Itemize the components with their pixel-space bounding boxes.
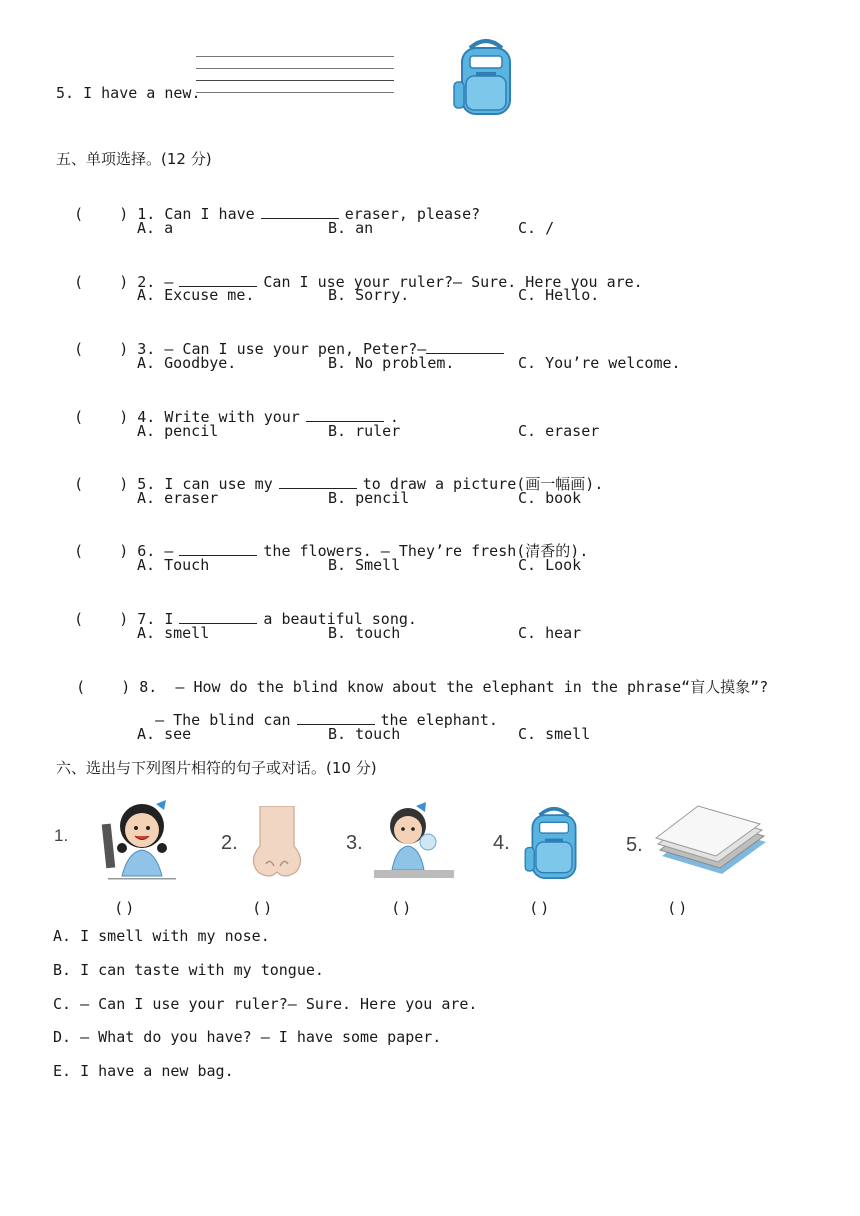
option-b[interactable]: B. touch bbox=[328, 725, 401, 743]
question-number: 3. bbox=[137, 340, 156, 358]
answer-blank[interactable] bbox=[179, 609, 257, 624]
question-text: — bbox=[164, 273, 174, 291]
q5-text: 5. I have a new. bbox=[56, 84, 201, 102]
question-row bbox=[56, 184, 480, 224]
option-b[interactable]: B. No problem. bbox=[328, 354, 455, 372]
question-number: 2. bbox=[137, 273, 156, 291]
option-c[interactable]: C. smell bbox=[518, 725, 591, 743]
picture-number: 3. bbox=[346, 832, 363, 854]
answer-paren[interactable]: ( ) bbox=[74, 340, 129, 358]
girl-eating-icon bbox=[372, 800, 456, 882]
option-c[interactable]: C. / bbox=[518, 219, 555, 237]
picture-number: 4. bbox=[493, 832, 510, 854]
question-text: . bbox=[389, 408, 399, 426]
option-a[interactable]: A. see bbox=[137, 725, 192, 743]
question-number: 4. bbox=[137, 408, 156, 426]
answer-blank[interactable] bbox=[279, 474, 357, 489]
writing-lines[interactable] bbox=[196, 52, 394, 96]
backpack-icon bbox=[446, 36, 526, 120]
girl-with-ruler-icon bbox=[98, 796, 184, 882]
question-number: 1. bbox=[137, 205, 156, 223]
section5-heading: 五、单项选择。(12 分) bbox=[56, 150, 212, 168]
question-text: eraser, please? bbox=[344, 205, 481, 223]
question-number: 5. bbox=[137, 475, 156, 493]
option-b[interactable]: B. Smell bbox=[328, 556, 401, 574]
picture-answer-paren[interactable]: ( ) bbox=[393, 899, 410, 917]
question-number: 8. bbox=[139, 678, 158, 696]
picture-number: 1. bbox=[54, 826, 69, 845]
answer-paren[interactable]: ( ) bbox=[74, 542, 129, 560]
picture-answer-paren[interactable]: ( ) bbox=[116, 899, 133, 917]
answer-paren[interactable]: ( ) bbox=[74, 610, 129, 628]
answer-paren[interactable]: ( ) bbox=[74, 475, 129, 493]
sentence-option: B. I can taste with my tongue. bbox=[53, 961, 324, 979]
option-b[interactable]: B. pencil bbox=[328, 489, 410, 507]
option-c[interactable]: C. eraser bbox=[518, 422, 600, 440]
question-text: the flowers. — They’re fresh(清香的). bbox=[263, 542, 589, 560]
section6-heading: 六、选出与下列图片相符的句子或对话。(10 分) bbox=[56, 759, 377, 777]
answer-paren[interactable]: ( ) bbox=[76, 678, 131, 696]
question-text: the elephant. bbox=[380, 711, 498, 729]
option-a[interactable]: A. smell bbox=[137, 624, 210, 642]
answer-paren[interactable]: ( ) bbox=[74, 408, 129, 426]
option-b[interactable]: B. touch bbox=[328, 624, 401, 642]
question-text: to draw a picture(画一幅画). bbox=[362, 475, 604, 493]
option-b[interactable]: B. an bbox=[328, 219, 374, 237]
answer-paren[interactable]: ( ) bbox=[74, 273, 129, 291]
picture-number: 2. bbox=[221, 832, 238, 854]
question-text: a beautiful song. bbox=[263, 610, 417, 628]
backpack-icon bbox=[518, 800, 590, 886]
picture-number: 5. bbox=[626, 834, 643, 856]
question-text: I can use my bbox=[164, 475, 273, 493]
question-text: — The blind can bbox=[155, 711, 291, 729]
option-a[interactable]: A. a bbox=[137, 219, 174, 237]
answer-paren[interactable]: ( ) bbox=[74, 205, 129, 223]
question-text: — How do the blind know about the elephant in the phrase“盲人摸象”? bbox=[175, 678, 769, 696]
picture-answer-paren[interactable]: ( ) bbox=[254, 899, 271, 917]
paper-stack-icon bbox=[652, 800, 772, 880]
question-number: 6. bbox=[137, 542, 156, 560]
question-number: 7. bbox=[137, 610, 156, 628]
option-a[interactable]: A. eraser bbox=[137, 489, 219, 507]
question-text: Write with your bbox=[164, 408, 300, 426]
question-text: Can I have bbox=[164, 205, 255, 223]
nose-icon bbox=[240, 806, 314, 882]
answer-blank[interactable] bbox=[426, 339, 504, 354]
question-text: — Can I use your pen, Peter?— bbox=[164, 340, 427, 358]
option-c[interactable]: C. You’re welcome. bbox=[518, 354, 681, 372]
sentence-option: C. — Can I use your ruler?— Sure. Here you are. bbox=[53, 995, 478, 1013]
option-a[interactable]: A. Touch bbox=[137, 556, 210, 574]
question-text: Can I use your ruler?— Sure. Here you are. bbox=[263, 273, 643, 291]
option-b[interactable]: B. ruler bbox=[328, 422, 401, 440]
option-c[interactable]: C. book bbox=[518, 489, 582, 507]
answer-blank[interactable] bbox=[261, 204, 339, 219]
answer-blank[interactable] bbox=[306, 407, 384, 422]
option-c[interactable]: C. Look bbox=[518, 556, 582, 574]
question-row bbox=[56, 521, 588, 561]
sentence-option: D. — What do you have? — I have some paper. bbox=[53, 1028, 442, 1046]
option-a[interactable]: A. pencil bbox=[137, 422, 219, 440]
question-text: — bbox=[164, 542, 174, 560]
option-a[interactable]: A. Goodbye. bbox=[137, 354, 237, 372]
picture-answer-paren[interactable]: ( ) bbox=[669, 899, 686, 917]
picture-answer-paren[interactable]: ( ) bbox=[531, 899, 548, 917]
option-a[interactable]: A. Excuse me. bbox=[137, 286, 255, 304]
option-c[interactable]: C. Hello. bbox=[518, 286, 600, 304]
answer-blank[interactable] bbox=[179, 541, 257, 556]
answer-blank[interactable] bbox=[297, 710, 375, 725]
sentence-option: E. I have a new bag. bbox=[53, 1062, 234, 1080]
option-b[interactable]: B. Sorry. bbox=[328, 286, 410, 304]
sentence-option: A. I smell with my nose. bbox=[53, 927, 270, 945]
question-text: I bbox=[164, 610, 174, 628]
option-c[interactable]: C. hear bbox=[518, 624, 582, 642]
